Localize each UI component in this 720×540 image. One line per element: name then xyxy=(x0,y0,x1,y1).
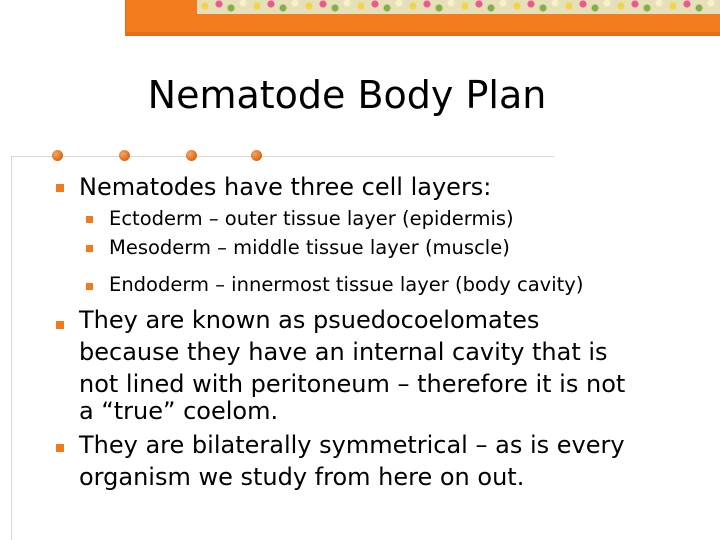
sub-bullet-square-icon xyxy=(86,283,93,290)
floral-pattern-strip xyxy=(197,0,720,14)
horizontal-rule xyxy=(11,156,554,157)
vertical-rule xyxy=(11,157,12,540)
slide-title: Nematode Body Plan xyxy=(147,73,547,117)
sub-bullet-square-icon xyxy=(86,216,93,223)
bullet-text-line: because they have an internal cavity that is xyxy=(79,338,608,366)
rule-knob-icon xyxy=(251,150,262,161)
bullet-square-icon xyxy=(56,444,64,452)
banner-shadow xyxy=(125,32,720,36)
decorative-banner xyxy=(125,0,720,36)
rule-knob-icon xyxy=(52,150,63,161)
sub-bullet-text: Ectoderm – outer tissue layer (epidermis) xyxy=(109,207,514,230)
bullet-square-icon xyxy=(56,184,64,192)
bullet-text-line: not lined with peritoneum – therefore it is not xyxy=(79,370,626,398)
sub-bullet-text: Endoderm – innermost tissue layer (body cavity) xyxy=(109,273,584,296)
bullet-square-icon xyxy=(56,321,64,329)
bullet-text-line: a “true” coelom. xyxy=(79,397,279,425)
sub-bullet-square-icon xyxy=(86,245,93,252)
bullet-text-line: organism we study from here on out. xyxy=(79,463,525,491)
bullet-text-line: They are known as psuedocoelomates xyxy=(79,306,540,334)
rule-knob-icon xyxy=(119,150,130,161)
bullet-text-line: They are bilaterally symmetrical – as is every xyxy=(79,431,625,459)
bullet-text: Nematodes have three cell layers: xyxy=(79,173,492,201)
rule-knob-icon xyxy=(186,150,197,161)
sub-bullet-text: Mesoderm – middle tissue layer (muscle) xyxy=(109,236,510,259)
